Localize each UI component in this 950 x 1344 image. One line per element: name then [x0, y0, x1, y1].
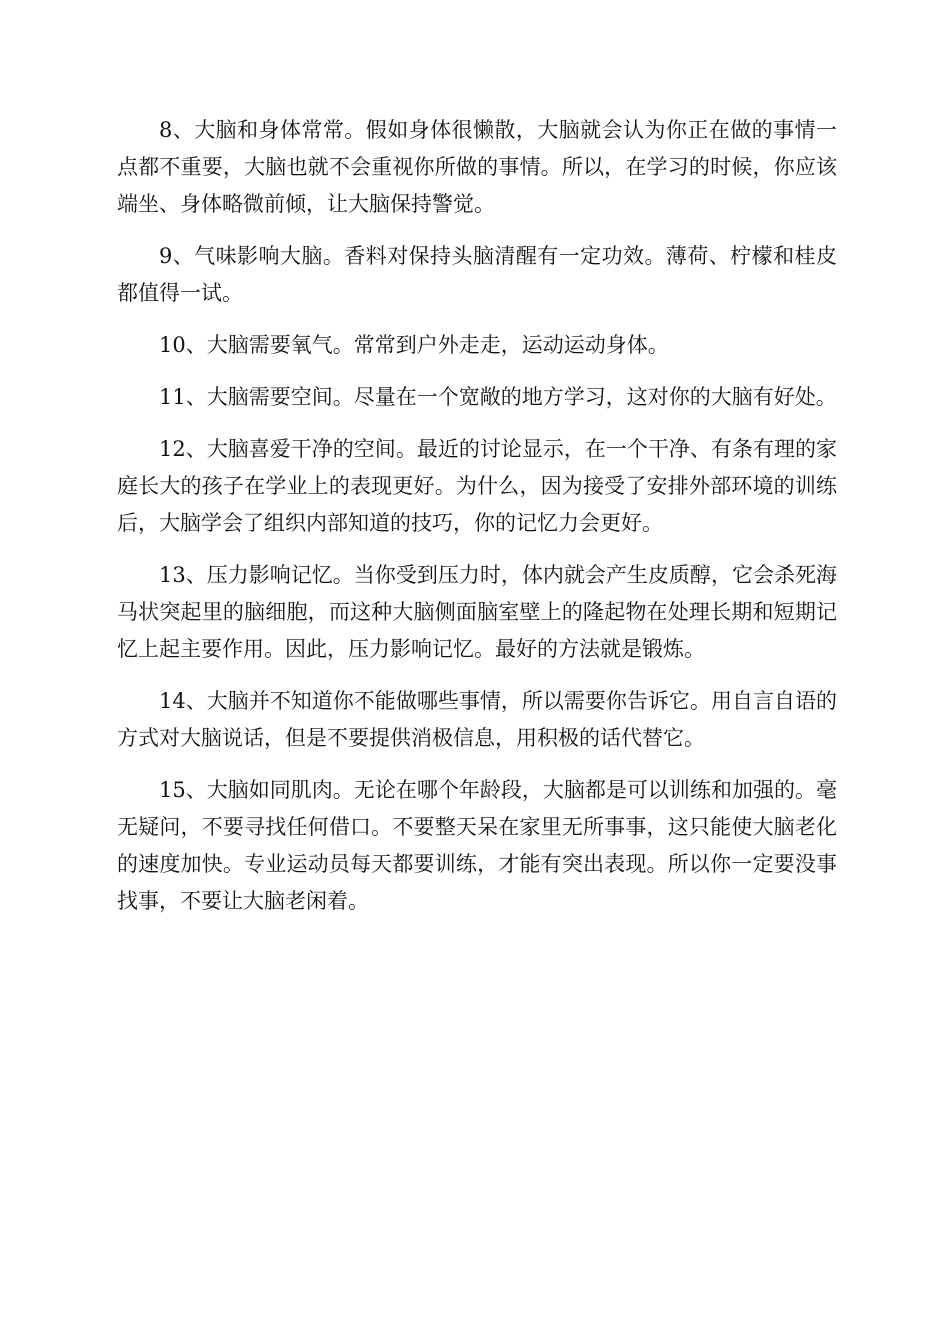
paragraph-9: 9、气味影响大脑。香料对保持头脑清醒有一定功效。薄荷、柠檬和桂皮都值得一试。: [117, 244, 837, 305]
paragraph-12: 12、大脑喜爱干净的空间。最近的讨论显示，在一个干净、有条有理的家庭长大的孩子在学业上的表现更好。为什么，因为接受了安排外部环境的训练后，大脑学会了组织内部知道的技巧，你的记忆力会更好。: [117, 437, 837, 535]
paragraph-11: 11、大脑需要空间。尽量在一个宽敞的地方学习，这对你的大脑有好处。: [159, 385, 837, 409]
paragraph-10: 10、大脑需要氧气。常常到户外走走，运动运动身体。: [159, 333, 669, 357]
document-body: [117, 112, 837, 935]
paragraph-14: 14、大脑并不知道你不能做哪些事情，所以需要你告诉它。用自言自语的方式对大脑说话，但是不要提供消极信息，用积极的话代替它。: [117, 689, 837, 750]
paragraph-8: 8、大脑和身体常常。假如身体很懒散，大脑就会认为你正在做的事情一点都不重要，大脑也就不会重视你所做的事情。所以，在学习的时候，你应该端坐、身体略微前倾，让大脑保持警觉。: [117, 118, 837, 216]
paragraph-13: 13、压力影响记忆。当你受到压力时，体内就会产生皮质醇，它会杀死海马状突起里的脑细胞，而这种大脑侧面脑室壁上的隆起物在处理长期和短期记忆上起主要作用。因此，压力影响记忆。最好的方法就是锻炼。: [117, 563, 837, 661]
paragraph-15: 15、大脑如同肌肉。无论在哪个年龄段，大脑都是可以训练和加强的。毫无疑问，不要寻找任何借口。不要整天呆在家里无所事事，这只能使大脑老化的速度加快。专业运动员每天都要训练，才能有突出表现。所以你一定要没事找事，不要让大脑老闲着。: [117, 778, 837, 913]
